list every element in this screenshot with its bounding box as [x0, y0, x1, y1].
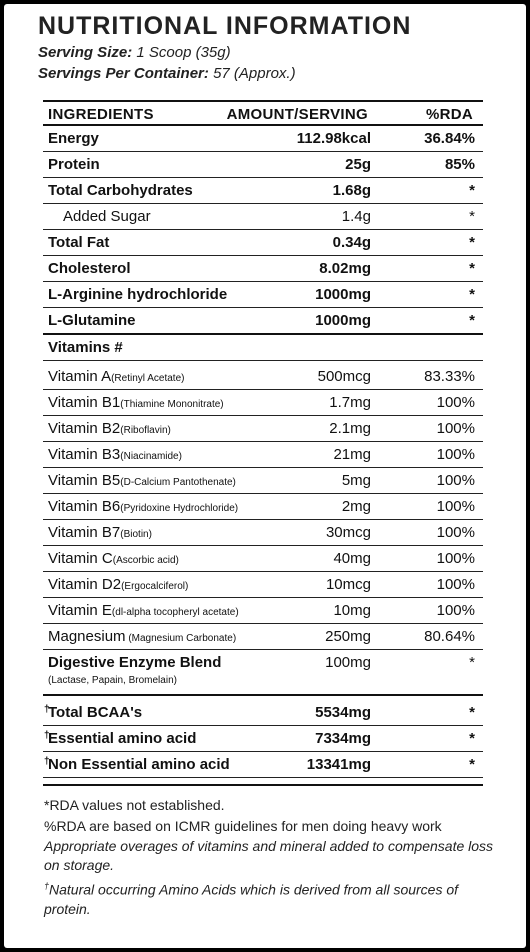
table-row: Vitamin B7(Biotin) 30mcg 100%	[43, 520, 483, 546]
table-row: Magnesium (Magnesium Carbonate) 250mg 80.64%	[43, 624, 483, 650]
servings-per-container: Servings Per Container: 57 (Approx.)	[38, 65, 296, 82]
table-row: Vitamin B2(Riboflavin) 2.1mg 100%	[43, 416, 483, 442]
table-row: Vitamin A(Retinyl Acetate) 500mcg 83.33%	[43, 364, 483, 390]
table-row: † Total BCAA's 5534mg *	[43, 700, 483, 726]
table-row: Digestive Enzyme Blend (Lactase, Papain, Bromelain) 100mg *	[43, 650, 483, 696]
col-rda: %RDA	[425, 106, 473, 123]
table-row: Vitamin B3(Niacinamide) 21mg 100%	[43, 442, 483, 468]
col-amount: AMOUNT/SERVING	[226, 106, 368, 123]
table-row: Total Fat 0.34g *	[43, 230, 483, 256]
table-row: Vitamin C(Ascorbic acid) 40mg 100%	[43, 546, 483, 572]
table-row: Vitamin E(dl-alpha tocopheryl acetate) 10mg 100%	[43, 598, 483, 624]
table-row: L-Glutamine 1000mg *	[43, 308, 483, 335]
table-row: Vitamin B5(D-Calcium Pantothenate) 5mg 100%	[43, 468, 483, 494]
table-row: Total Carbohydrates 1.68g *	[43, 178, 483, 204]
table-bottom-rule	[43, 784, 483, 786]
col-ingredients: INGREDIENTS	[48, 106, 154, 123]
dagger-mark: †	[44, 730, 50, 741]
table-row: † Essential amino acid 7334mg *	[43, 726, 483, 752]
table-row: Energy 112.98kcal 36.84%	[43, 126, 483, 152]
footnote-overages: Appropriate overages of vitamins and mineral added to compensate loss on storage.	[44, 838, 494, 873]
footnote-icmr: %RDA are based on ICMR guidelines for men doing heavy work	[44, 818, 442, 834]
table-header	[43, 102, 483, 126]
dagger-mark: †	[44, 704, 50, 715]
table-row-vitamins-header: Vitamins #	[43, 335, 483, 361]
table-row: Cholesterol 8.02mg *	[43, 256, 483, 282]
table-row: Vitamin B6(Pyridoxine Hydrochloride) 2mg 100%	[43, 494, 483, 520]
serving-size: Serving Size: 1 Scoop (35g)	[38, 44, 231, 61]
footnote-amino: †Natural occurring Amino Acids which is derived from all sources of protein.	[44, 881, 459, 917]
table-row: Protein 25g 85%	[43, 152, 483, 178]
page-title: NUTRITIONAL INFORMATION	[38, 12, 412, 40]
table-row: † Non Essential amino acid 13341mg *	[43, 752, 483, 778]
table-row: Vitamin B1(Thiamine Mononitrate) 1.7mg 100%	[43, 390, 483, 416]
footnote-rda: *RDA values not established.	[44, 797, 225, 813]
table-row: Added Sugar 1.4g *	[43, 204, 483, 230]
dagger-mark: †	[44, 756, 50, 767]
table-row: Vitamin D2(Ergocalciferol) 10mcg 100%	[43, 572, 483, 598]
table-row: L-Arginine hydrochloride 1000mg *	[43, 282, 483, 308]
